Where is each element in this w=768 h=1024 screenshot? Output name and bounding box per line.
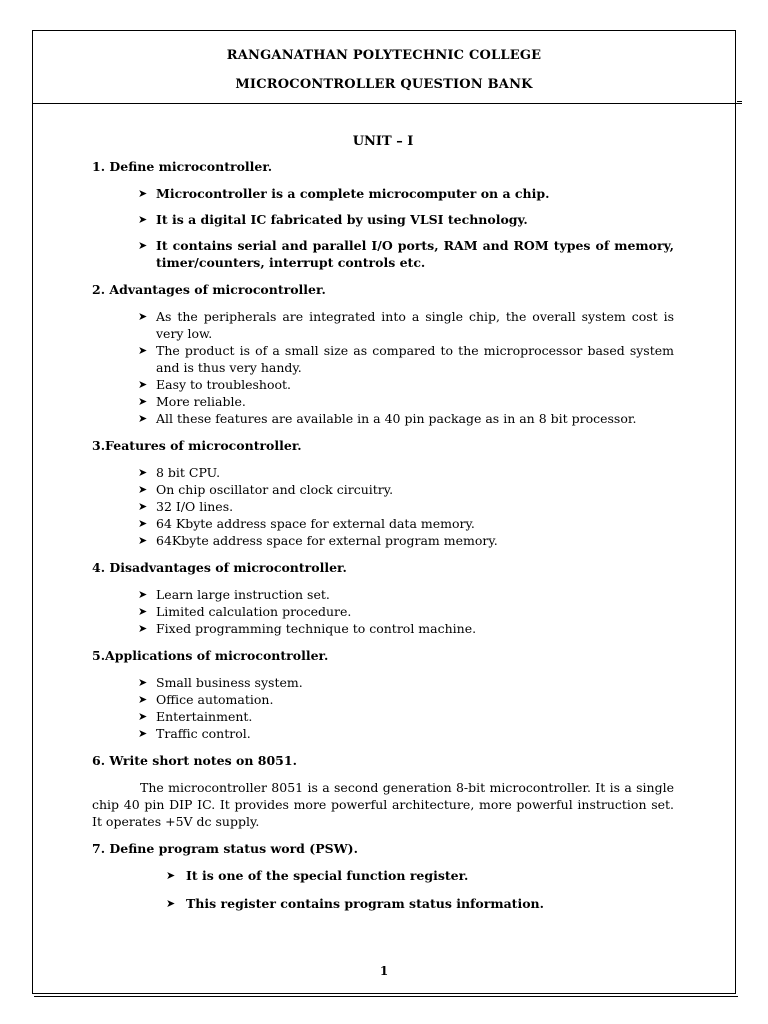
arrow-bullet-icon: ➤ bbox=[138, 534, 148, 547]
question-title: 3.Features of microcontroller. bbox=[92, 438, 302, 453]
arrow-bullet-icon: ➤ bbox=[138, 239, 148, 252]
arrow-bullet-icon: ➤ bbox=[138, 693, 148, 706]
question-title: 5.Applications of microcontroller. bbox=[92, 648, 329, 663]
answer-list bbox=[92, 185, 674, 271]
list-item: ➤ Traffic control. bbox=[138, 726, 251, 741]
arrow-bullet-icon: ➤ bbox=[138, 483, 148, 496]
arrow-bullet-icon: ➤ bbox=[138, 378, 148, 391]
arrow-bullet-icon: ➤ bbox=[166, 869, 176, 882]
arrow-bullet-icon: ➤ bbox=[138, 395, 148, 408]
arrow-bullet-icon: ➤ bbox=[138, 517, 148, 530]
answer-list bbox=[92, 308, 674, 427]
arrow-bullet-icon: ➤ bbox=[166, 897, 176, 910]
arrow-bullet-icon: ➤ bbox=[138, 676, 148, 689]
answer-list bbox=[92, 586, 674, 637]
page-border-shadow bbox=[34, 996, 738, 997]
unit-heading: UNIT – I bbox=[352, 134, 414, 149]
question-title: 2. Advantages of microcontroller. bbox=[92, 282, 326, 297]
arrow-bullet-icon: ➤ bbox=[138, 213, 148, 226]
arrow-bullet-icon: ➤ bbox=[138, 187, 148, 200]
list-item: ➤ Entertainment. bbox=[138, 709, 253, 724]
arrow-bullet-icon: ➤ bbox=[138, 710, 148, 723]
list-item: ➤ 32 I/O lines. bbox=[138, 499, 234, 514]
header-divider bbox=[32, 103, 742, 104]
arrow-bullet-icon: ➤ bbox=[138, 310, 148, 323]
list-item: ➤ Limited calculation procedure. bbox=[138, 604, 352, 619]
list-item: ➤ 64Kbyte address space for external program memory. bbox=[138, 533, 498, 548]
list-item: ➤ Easy to troubleshoot. bbox=[138, 377, 292, 392]
list-item: ➤ As the peripherals are integrated into a single chip, the overall system cost is very low. bbox=[138, 309, 674, 341]
list-item: ➤ More reliable. bbox=[138, 394, 246, 409]
list-item: ➤ 64 Kbyte address space for external data memory. bbox=[138, 516, 475, 531]
question-title: 6. Write short notes on 8051. bbox=[92, 753, 297, 768]
list-item: ➤ It contains serial and parallel I/O ports, RAM and ROM types of memory, timer/counters, interrupt controls etc. bbox=[138, 238, 674, 270]
answer-paragraph: The microcontroller 8051 is a second generation 8-bit microcontroller. It is a single chip 40 pin DIP IC. It provides more powerful architecture, more powerful instruction set. It operates +5V dc supply. bbox=[92, 780, 674, 829]
list-item: ➤ Microcontroller is a complete microcomputer on a chip. bbox=[138, 186, 550, 201]
arrow-bullet-icon: ➤ bbox=[138, 500, 148, 513]
arrow-bullet-icon: ➤ bbox=[138, 412, 148, 425]
list-item: ➤ 8 bit CPU. bbox=[138, 465, 221, 480]
college-name: RANGANATHAN POLYTECHNIC COLLEGE bbox=[226, 48, 542, 63]
list-item: ➤ Office automation. bbox=[138, 692, 274, 707]
header-divider-tick bbox=[737, 101, 742, 102]
list-item: ➤ This register contains program status information. bbox=[166, 896, 544, 911]
question-title: 1. Define microcontroller. bbox=[92, 159, 273, 174]
list-item: ➤ It is one of the special function register. bbox=[166, 868, 469, 883]
arrow-bullet-icon: ➤ bbox=[138, 605, 148, 618]
question-bank-content bbox=[92, 133, 674, 923]
answer-list bbox=[92, 867, 674, 912]
question-title: 7. Define program status word (PSW). bbox=[92, 841, 358, 856]
arrow-bullet-icon: ➤ bbox=[138, 588, 148, 601]
answer-list bbox=[92, 674, 674, 742]
list-item: ➤ It is a digital IC fabricated by using VLSI technology. bbox=[138, 212, 528, 227]
list-item: ➤ On chip oscillator and clock circuitry. bbox=[138, 482, 394, 497]
arrow-bullet-icon: ➤ bbox=[138, 466, 148, 479]
page-number: 1 bbox=[379, 964, 389, 978]
question-title: 4. Disadvantages of microcontroller. bbox=[92, 560, 347, 575]
list-item: ➤ Small business system. bbox=[138, 675, 303, 690]
arrow-bullet-icon: ➤ bbox=[138, 344, 148, 357]
list-item: ➤ All these features are available in a 40 pin package as in an 8 bit processor. bbox=[138, 411, 637, 426]
list-item: ➤ Learn large instruction set. bbox=[138, 587, 330, 602]
document-title: MICROCONTROLLER QUESTION BANK bbox=[235, 77, 533, 92]
arrow-bullet-icon: ➤ bbox=[138, 727, 148, 740]
list-item: ➤ Fixed programming technique to control machine. bbox=[138, 621, 477, 636]
answer-list bbox=[92, 464, 674, 549]
arrow-bullet-icon: ➤ bbox=[138, 622, 148, 635]
list-item: ➤ The product is of a small size as compared to the microprocessor based system and is thus very handy. bbox=[138, 343, 674, 375]
